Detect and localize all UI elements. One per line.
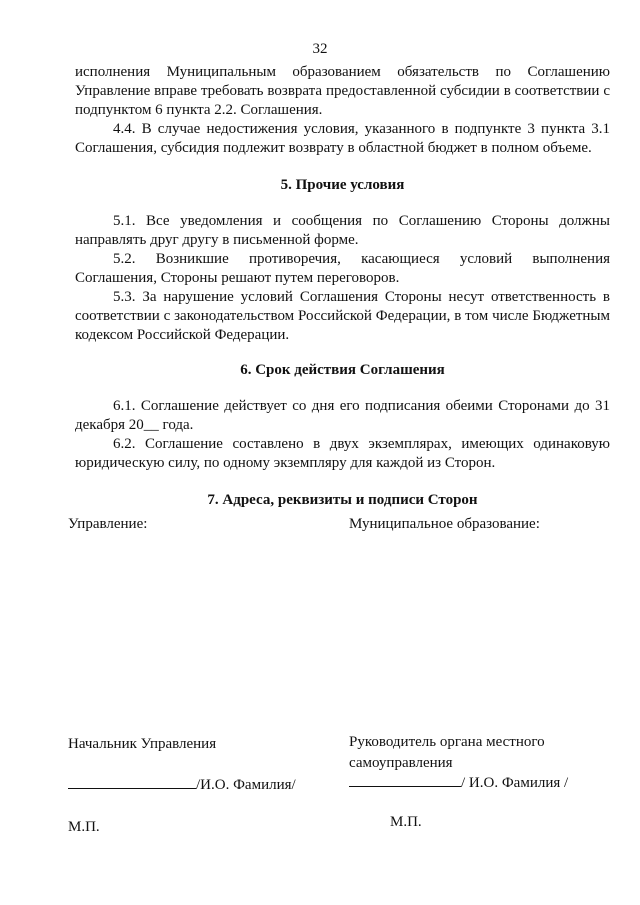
left-signature-name: /И.О. Фамилия/ (196, 777, 296, 793)
right-party-label: Муниципальное образование: (349, 516, 540, 532)
section-7-heading: 7. Адреса, реквизиты и подписи Сторон (207, 492, 478, 508)
left-signature-blank (68, 775, 196, 789)
document-body (75, 63, 610, 510)
paragraph-4-3-continuation: исполнения Муниципальным образованием обязательств по Соглашению Управление вправе требовать возврата предоставленной субсидии в соответствии с подпунктом 6 пункта 2.2. Соглашения. (75, 64, 610, 118)
left-position-label: Начальник Управления (68, 736, 217, 752)
right-signature-line (349, 773, 568, 793)
right-position-line2: самоуправления (349, 755, 453, 771)
left-party-label: Управление: (68, 516, 148, 532)
section-6-heading: 6. Срок действия Соглашения (240, 362, 445, 378)
page-number: 32 (312, 41, 328, 57)
paragraph-4-4: 4.4. В случае недостижения условия, указанного в подпункте 3 пункта 3.1 Соглашения, субсидия подлежит возврату в областной бюджет в полном объеме. (75, 121, 610, 156)
paragraph-5-2: 5.2. Возникшие противоречия, касающиеся условий выполнения Соглашения, Стороны решают путем переговоров. (75, 251, 610, 286)
right-signature-name: / И.О. Фамилия / (461, 775, 569, 791)
paragraph-6-1: 6.1. Соглашение действует со дня его подписания обеими Сторонами до 31 декабря 20__ года. (75, 398, 610, 433)
right-position-line1: Руководитель органа местного (349, 734, 545, 750)
section-5-heading: 5. Прочие условия (280, 177, 405, 193)
right-stamp-label: М.П. (390, 814, 422, 830)
paragraph-5-3: 5.3. За нарушение условий Соглашения Стороны несут ответственность в соответствии с законодательством Российской Федерации, в том числе Бюджетным кодексом Российской Федерации. (75, 289, 610, 343)
paragraph-6-2: 6.2. Соглашение составлено в двух экземплярах, имеющих одинаковую юридическую силу, по одному экземпляру для каждой из Сторон. (75, 436, 610, 471)
paragraph-5-1: 5.1. Все уведомления и сообщения по Соглашению Стороны должны направлять друг другу в письменной форме. (75, 213, 610, 248)
left-signature-line (68, 775, 296, 795)
left-stamp-label: М.П. (68, 819, 100, 835)
right-signature-blank (349, 773, 461, 787)
